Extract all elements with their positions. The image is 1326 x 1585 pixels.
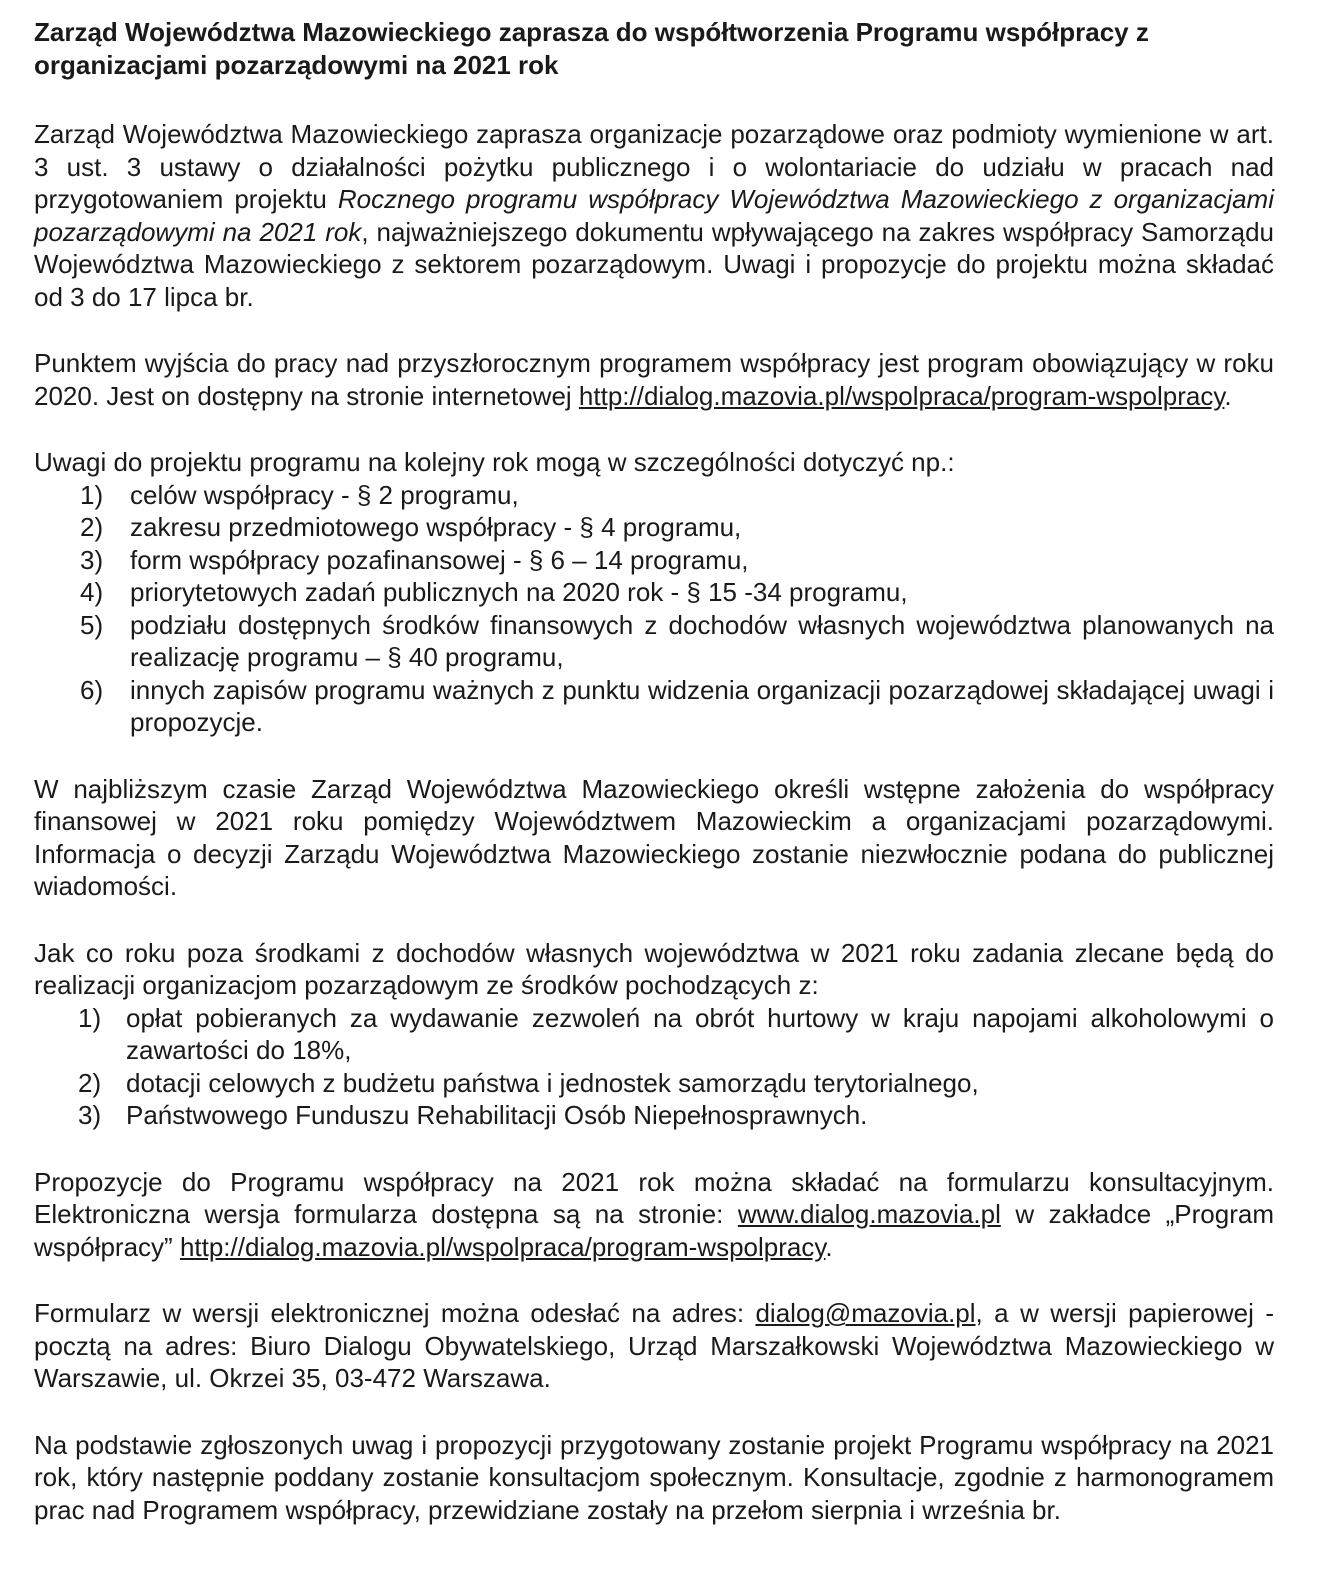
list-item-text: opłat pobieranych za wydawanie zezwoleń na obrót hurtowy w kraju napojami alkoholowymi o zawartości do 18%, — [126, 1002, 1274, 1065]
list-item-text: Państwowego Funduszu Rehabilitacji Osób Niepełnosprawnych. — [126, 1100, 868, 1130]
list-item — [34, 1099, 1274, 1132]
list-item-number: 4) — [80, 577, 104, 607]
list-item-number: 3) — [78, 1100, 102, 1130]
list-item-number: 1) — [80, 479, 104, 510]
address-text: Formularz w wersji elektronicznej można odesłać na adres: — [34, 1298, 756, 1328]
program-source-text: Punktem wyjścia do pracy nad przyszłorocznym programem współpracy jest program obowiązujący w roku 2020. Jest on dostępny na stronie internetowej — [34, 348, 1274, 411]
intro-text-end: , najważniejszego dokumentu wpływającego na zakres współpracy Samorządu Województwa Mazowieckiego z sektorem pozarządowym. Uwagi i propozycje do projektu można składać od 3 do 17 lipca br. — [34, 216, 1274, 312]
list-item-number: 1) — [78, 1002, 102, 1033]
form-paragraph — [34, 1166, 1274, 1264]
remarks-intro: Uwagi do projektu programu na kolejny rok mogą w szczególności dotyczyć np.: — [34, 447, 955, 477]
document-title: Zarząd Województwa Mazowieckiego zaprasza do współtworzenia Programu współpracy z organizacjami pozarządowymi na 2021 rok — [34, 17, 1149, 80]
list-item — [34, 1002, 1274, 1067]
list-item-number: 6) — [80, 674, 104, 705]
address-text-end: , a w wersji papierowej - pocztą na adres: Biuro Dialogu Obywatelskiego, Urząd Marszałkowski Województwa Mazowieckiego w Warszawie, ul. Okrzei 35, 03-472 Warszawa. — [34, 1298, 1274, 1393]
list-item-text: podziału dostępnych środków finansowych z dochodów własnych województwa planowanych na realizację programu – § 40 programu, — [130, 609, 1274, 672]
list-item — [34, 479, 1274, 512]
remarks-list — [34, 479, 1274, 739]
consultation-paragraph: Na podstawie zgłoszonych uwag i propozycji przygotowany zostanie projekt Programu współpracy na 2021 rok, który następnie poddany zostanie konsultacjom społecznym. Konsultacje, zgodnie z harmonogramem prac nad Programem współpracy, przewidziane zostały na przełom sierpnia i września br. — [34, 1429, 1274, 1525]
list-item — [34, 1067, 1274, 1100]
program-title-italic: Rocznego programu współpracy Województwa Mazowieckiego z organizacjami pozarządowymi na 2021 rok — [34, 184, 1274, 247]
intro-text: Zarząd Województwa Mazowieckiego zaprasza organizacje pozarządowe oraz podmioty wymienione w art. 3 ust. 3 ustawy o działalności pożytku publicznego i o wolontariacie do udziału w pracach nad przygotowaniem projektu — [34, 119, 1274, 214]
form-text-end: . — [825, 1231, 833, 1262]
list-item — [34, 576, 1274, 609]
list-item — [34, 511, 1274, 544]
form-text: Propozycje do Programu współpracy na 2021 rok można składać na formularzu konsultacyjnym. Elektroniczna wersja formularza dostępna są na stronie: — [34, 1166, 1274, 1229]
funding-intro: Jak co roku poza środkami z dochodów własnych województwa w 2021 roku zadania zlecane będą do realizacji organizacjom pozarządowym ze środków pochodzących z: — [34, 937, 1274, 1000]
list-item-text: dotacji celowych z budżetu państwa i jednostek samorządu terytorialnego, — [126, 1067, 979, 1098]
list-item-text: priorytetowych zadań publicznych na 2020 rok - § 15 -34 programu, — [130, 577, 908, 607]
form-text-middle: w zakładce „Program współpracy” — [34, 1199, 1274, 1262]
program-source-paragraph — [34, 347, 1274, 412]
list-item-number: 3) — [80, 544, 104, 575]
intro-paragraph — [34, 118, 1274, 313]
list-item-text: innych zapisów programu ważnych z punktu widzenia organizacji pozarządowej składającej uwagi i propozycje. — [130, 674, 1274, 737]
program-source-end: . — [1224, 380, 1232, 411]
list-item — [34, 544, 1274, 577]
decision-paragraph: W najbliższym czasie Zarząd Województwa Mazowieckiego określi wstępne założenia do współpracy finansowej w 2021 roku pomiędzy Województwem Mazowieckim a organizacjami pozarządowymi. Informacja o decyzji Zarządu Województwa Mazowieckiego zostanie niezwłocznie podana do publicznej wiadomości. — [34, 773, 1274, 901]
list-item-number: 2) — [78, 1067, 102, 1098]
email-link[interactable]: dialog@mazovia.pl — [755, 1298, 976, 1328]
list-item-number: 2) — [80, 512, 104, 542]
program-link-2[interactable]: http://dialog.mazovia.pl/wspolpraca/program-wspolpracy — [179, 1231, 826, 1262]
list-item — [34, 674, 1274, 739]
list-item-number: 5) — [80, 609, 104, 640]
list-item-text: form współpracy pozafinansowej - § 6 – 14 programu, — [130, 544, 749, 575]
list-item-text: zakresu przedmiotowego współpracy - § 4 programu, — [130, 512, 742, 542]
address-paragraph — [34, 1297, 1274, 1395]
program-link[interactable]: http://dialog.mazovia.pl/wspolpraca/program-wspolpracy — [578, 380, 1225, 411]
dialog-site-link[interactable]: www.dialog.mazovia.pl — [737, 1199, 1001, 1229]
funding-sources-list — [34, 1002, 1274, 1132]
list-item-text: celów współpracy - § 2 programu, — [130, 479, 519, 510]
list-item — [34, 609, 1274, 674]
